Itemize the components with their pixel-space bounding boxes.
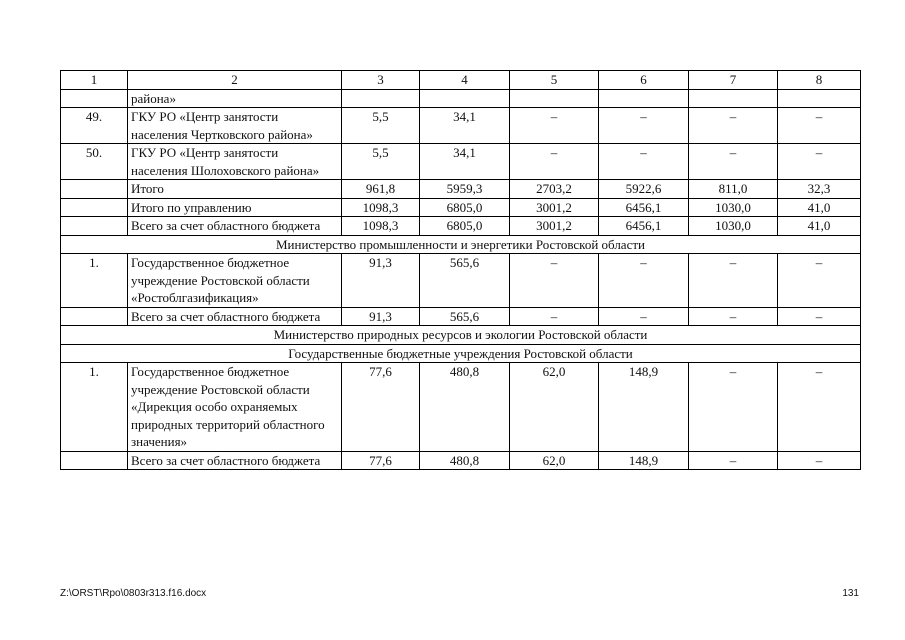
table-cell: – <box>778 307 861 326</box>
row-name: Итого <box>128 180 342 199</box>
table-cell: – <box>778 254 861 308</box>
table-cell: 565,6 <box>420 307 510 326</box>
table-cell: 34,1 <box>420 144 510 180</box>
table-cell: 6805,0 <box>420 198 510 217</box>
row-num: 49. <box>61 108 128 144</box>
table-cell: 5922,6 <box>599 180 689 199</box>
table-cell: – <box>689 254 778 308</box>
table-cell: – <box>689 451 778 470</box>
row-name: Итого по управлению <box>128 198 342 217</box>
section-row <box>61 235 861 254</box>
table-cell: – <box>510 254 599 308</box>
table-cell: 961,8 <box>342 180 420 199</box>
table-cell: 41,0 <box>778 198 861 217</box>
table-cell: 6456,1 <box>599 217 689 236</box>
table-cell: – <box>510 144 599 180</box>
table-cell: 480,8 <box>420 451 510 470</box>
table-row <box>61 108 861 144</box>
table-row <box>61 217 861 236</box>
subsection-heading: Государственные бюджетные учреждения Ростовской области <box>61 344 861 363</box>
table-cell: 1030,0 <box>689 198 778 217</box>
table-cell: – <box>599 307 689 326</box>
table-cell <box>778 89 861 108</box>
row-num <box>61 451 128 470</box>
table-cell <box>420 89 510 108</box>
table-cell: – <box>510 108 599 144</box>
header-cell: 3 <box>342 71 420 90</box>
table-row <box>61 363 861 452</box>
table-row <box>61 254 861 308</box>
table-cell <box>342 89 420 108</box>
row-name: Государственное бюджетное учреждение Ростовской области «Ростоблгазификация» <box>128 254 342 308</box>
table-cell: – <box>599 254 689 308</box>
table-cell: – <box>689 108 778 144</box>
table-cell: 62,0 <box>510 451 599 470</box>
row-name: района» <box>128 89 342 108</box>
table-cell: 91,3 <box>342 307 420 326</box>
table-cell: – <box>599 108 689 144</box>
table-cell: – <box>778 144 861 180</box>
row-num: 1. <box>61 254 128 308</box>
table-cell <box>510 89 599 108</box>
table-cell: 62,0 <box>510 363 599 452</box>
section-heading: Министерство природных ресурсов и экологии Ростовской области <box>61 326 861 345</box>
table-row <box>61 89 861 108</box>
table-row <box>61 144 861 180</box>
table-cell: 1098,3 <box>342 198 420 217</box>
row-num <box>61 217 128 236</box>
header-cell: 8 <box>778 71 861 90</box>
table-cell: 565,6 <box>420 254 510 308</box>
header-cell: 5 <box>510 71 599 90</box>
table-row <box>61 451 861 470</box>
table-cell: 6805,0 <box>420 217 510 236</box>
row-num <box>61 89 128 108</box>
section-row <box>61 326 861 345</box>
table-cell: 77,6 <box>342 451 420 470</box>
table-cell: 5959,3 <box>420 180 510 199</box>
table-cell: – <box>778 363 861 452</box>
table-cell: 6456,1 <box>599 198 689 217</box>
table-cell: – <box>510 307 599 326</box>
header-cell: 1 <box>61 71 128 90</box>
page-number: 131 <box>842 588 859 599</box>
row-name: ГКУ РО «Центр занятости населения Шолоховского района» <box>128 144 342 180</box>
table-cell: – <box>778 108 861 144</box>
table-cell: 1030,0 <box>689 217 778 236</box>
table-cell: 5,5 <box>342 108 420 144</box>
table-cell: 811,0 <box>689 180 778 199</box>
data-table <box>60 70 861 470</box>
table-cell: 77,6 <box>342 363 420 452</box>
row-num <box>61 307 128 326</box>
header-cell: 7 <box>689 71 778 90</box>
table-cell: – <box>778 451 861 470</box>
row-name: Всего за счет областного бюджета <box>128 217 342 236</box>
row-num <box>61 198 128 217</box>
table-cell: – <box>689 363 778 452</box>
table-row <box>61 180 861 199</box>
header-row <box>61 71 861 90</box>
table-cell <box>599 89 689 108</box>
table-cell: 41,0 <box>778 217 861 236</box>
row-name: ГКУ РО «Центр занятости населения Чертковского района» <box>128 108 342 144</box>
row-num: 1. <box>61 363 128 452</box>
table-cell: 148,9 <box>599 451 689 470</box>
row-name: Всего за счет областного бюджета <box>128 307 342 326</box>
table-cell: – <box>689 144 778 180</box>
header-cell: 2 <box>128 71 342 90</box>
table-cell: 32,3 <box>778 180 861 199</box>
row-num <box>61 180 128 199</box>
row-name: Государственное бюджетное учреждение Ростовской области «Дирекция особо охраняемых природных территорий областного значения» <box>128 363 342 452</box>
table-cell: 148,9 <box>599 363 689 452</box>
section-heading: Министерство промышленности и энергетики Ростовской области <box>61 235 861 254</box>
table-cell: – <box>689 307 778 326</box>
table-cell: 5,5 <box>342 144 420 180</box>
table-cell: – <box>599 144 689 180</box>
table-cell: 3001,2 <box>510 198 599 217</box>
table-cell: 3001,2 <box>510 217 599 236</box>
table-cell <box>689 89 778 108</box>
table-cell: 2703,2 <box>510 180 599 199</box>
table-cell: 480,8 <box>420 363 510 452</box>
section-row <box>61 344 861 363</box>
file-path: Z:\ORST\Rpo\0803r313.f16.docx <box>60 588 207 599</box>
row-name: Всего за счет областного бюджета <box>128 451 342 470</box>
header-cell: 4 <box>420 71 510 90</box>
row-num: 50. <box>61 144 128 180</box>
header-cell: 6 <box>599 71 689 90</box>
table-row <box>61 198 861 217</box>
table-row <box>61 307 861 326</box>
table-cell: 1098,3 <box>342 217 420 236</box>
table-cell: 91,3 <box>342 254 420 308</box>
table-cell: 34,1 <box>420 108 510 144</box>
